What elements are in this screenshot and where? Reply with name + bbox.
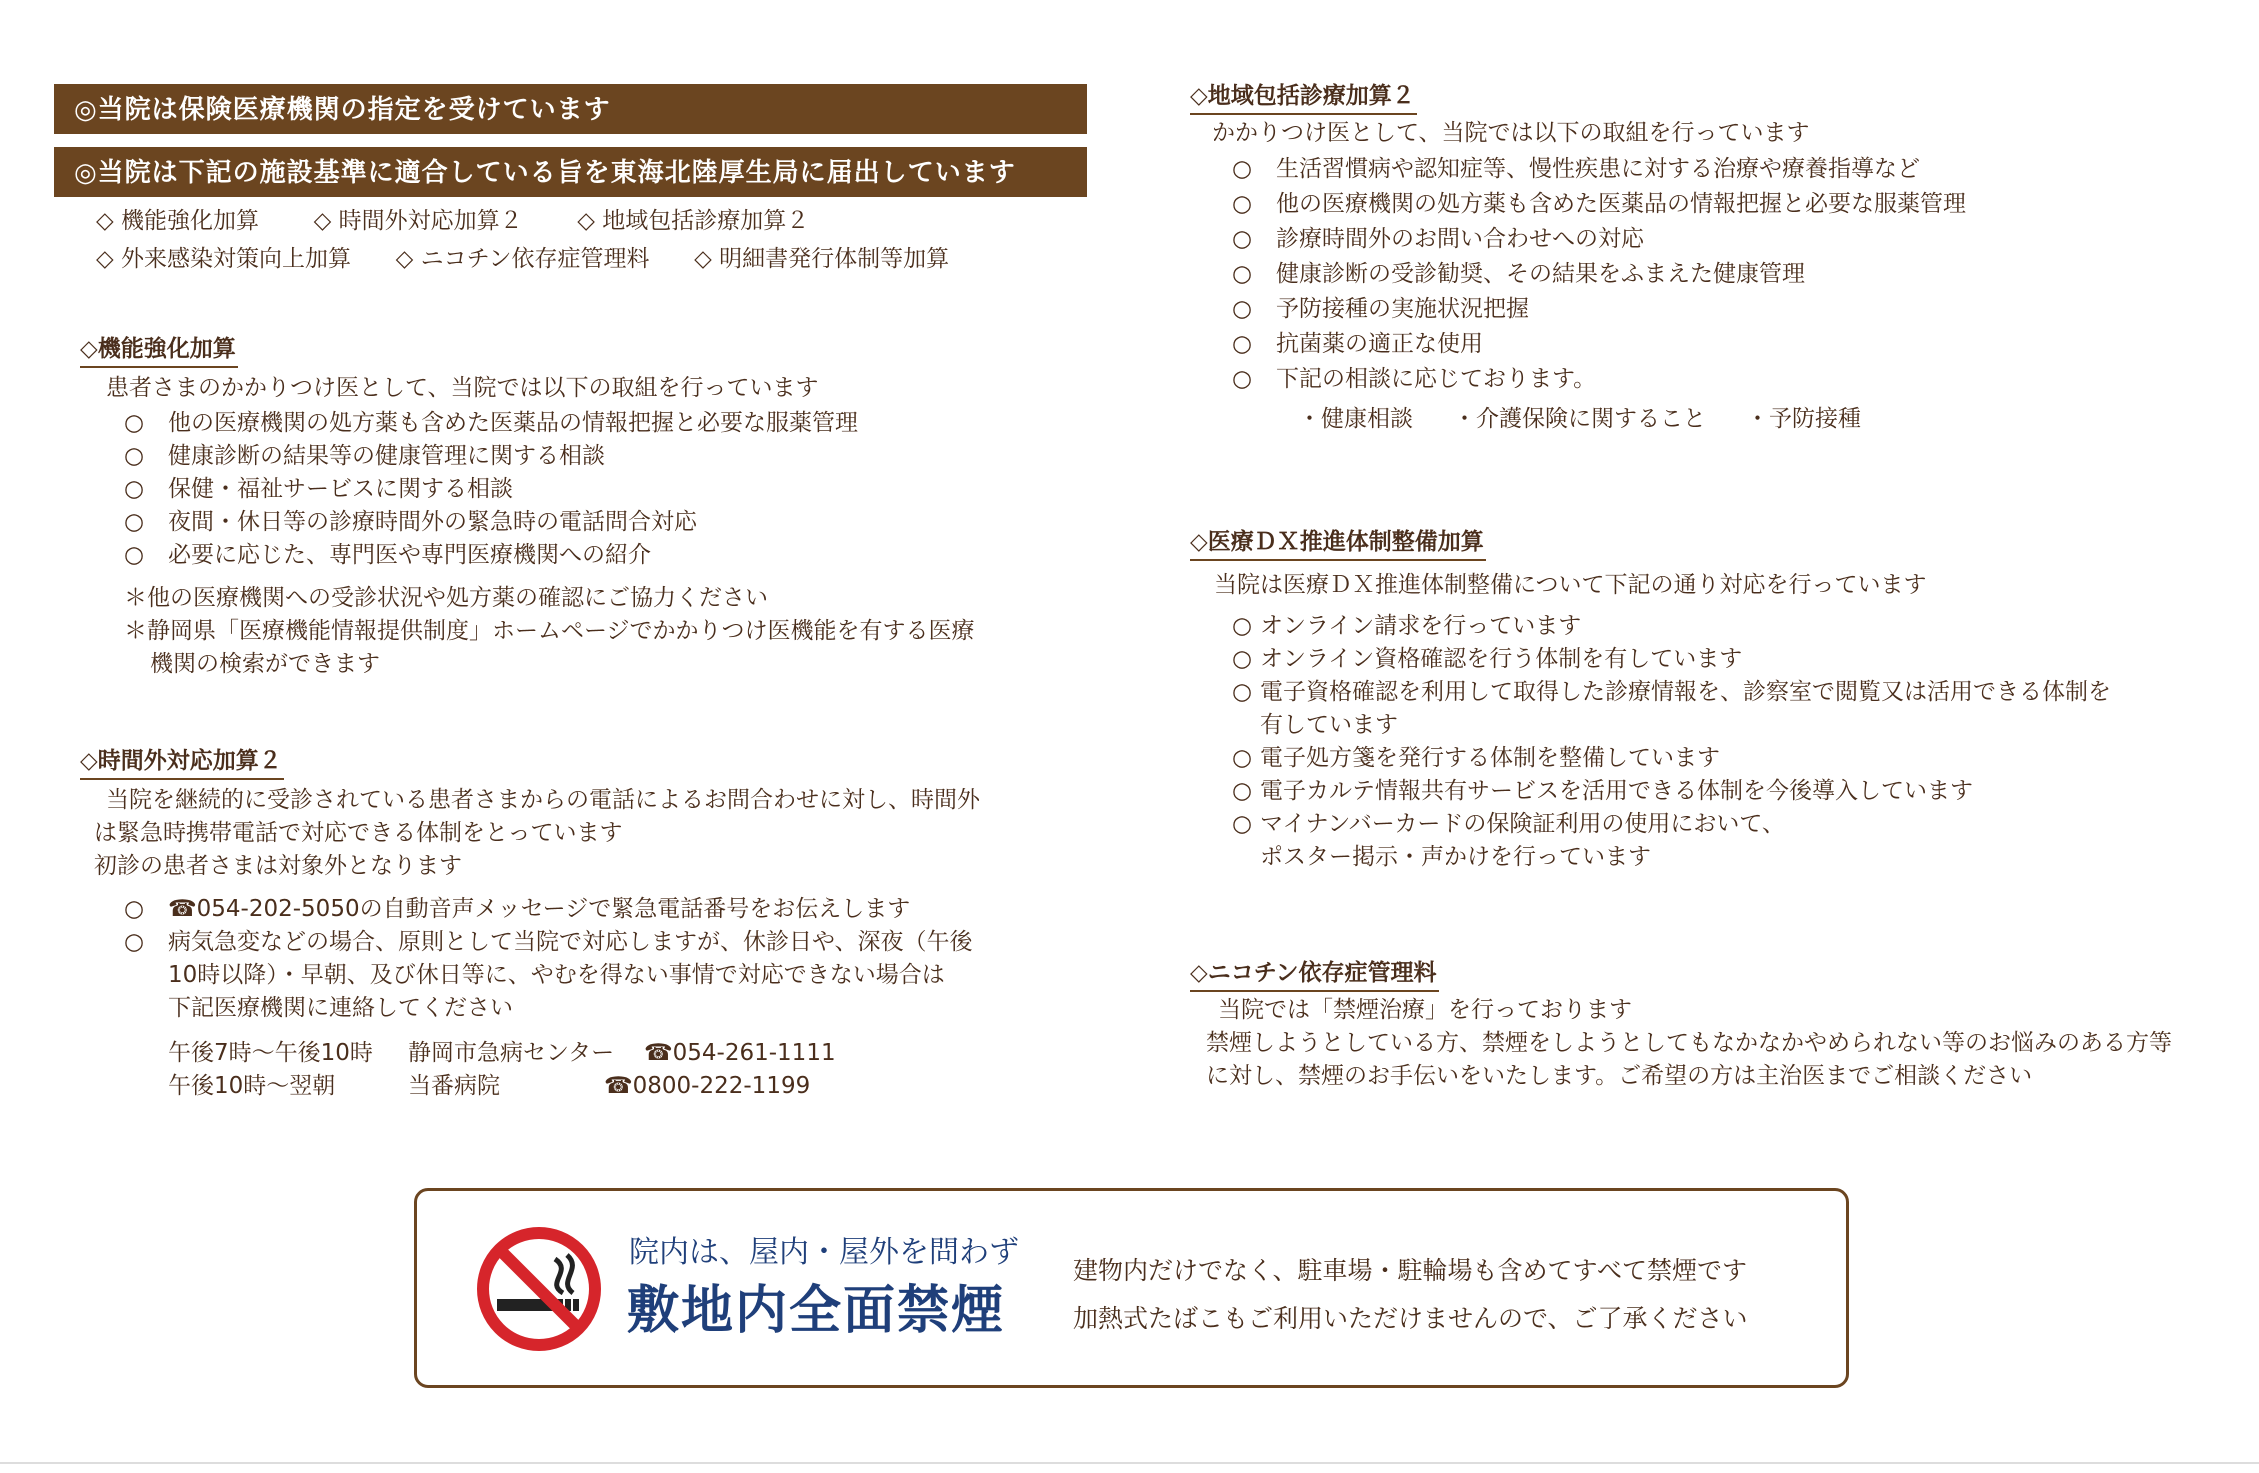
kino-heading: ◇機能強化加算 xyxy=(80,332,238,368)
summary-item: ◇ ニコチン依存症管理料 xyxy=(395,246,650,272)
intro-line: は緊急時携帯電話で対応できる体制をとっています xyxy=(94,820,623,846)
chiiki-intro: かかりつけ医として、当院では以下の取組を行っています xyxy=(1212,120,1810,146)
note-line: 機関の検索ができます xyxy=(150,651,380,677)
nico-heading: ◇ニコチン依存症管理料 xyxy=(1190,956,1439,992)
contact-row: 午後10時～翌朝 当番病院 ☎0800-222-1199 xyxy=(168,1073,811,1099)
nico-section xyxy=(1190,956,2172,1093)
kino-intro: 患者さまのかかりつけ医として、当院では以下の取組を行っています xyxy=(106,375,819,401)
list-item-cont: ポスター掲示・声かけを行っています xyxy=(1260,844,1651,870)
dx-section xyxy=(1190,525,2111,874)
list-item: ○ 電子カルテ情報共有サービスを活用できる体制を今後導入しています xyxy=(1232,778,1973,804)
note-line: ＊静岡県「医療機能情報提供制度」ホームページでかかりつけ医機能を有する医療 xyxy=(124,618,975,644)
contact-row: 午後7時～午後10時 静岡市急病センター ☎054-261-1111 xyxy=(168,1040,836,1066)
list-item: ○ 保健・福祉サービスに関する相談 xyxy=(124,476,513,502)
note-line: ＊他の医療機関への受診状況や処方薬の確認にご協力ください xyxy=(124,585,768,611)
dx-heading: ◇医療ＤＸ推進体制整備加算 xyxy=(1190,525,1486,561)
list-item: ○ 予防接種の実施状況把握 xyxy=(1232,296,1529,322)
list-item: ○ マイナンバーカードの保険証利用の使用において、 xyxy=(1232,811,1785,837)
consult-item: ・予防接種 xyxy=(1746,406,1861,432)
notice-title: 敷地内全面禁煙 xyxy=(627,1281,1006,1341)
list-item: ○ オンライン請求を行っています xyxy=(1232,613,1582,639)
summary-list xyxy=(96,205,949,276)
insurance-designation-bar: ◎当院は保険医療機関の指定を受けています xyxy=(54,84,1087,134)
chiiki-items xyxy=(1232,152,1966,397)
nico-line: 禁煙しようとしている方、禁煙をしようとしてもなかなかやめられない等のお悩みのある方等 xyxy=(1206,1030,2172,1056)
nico-line: 当院では「禁煙治療」を行っております xyxy=(1218,997,1632,1023)
list-item: ○ 電子処方箋を発行する体制を整備しています xyxy=(1232,745,1720,771)
list-item: ○ 病気急変などの場合、原則として当院で対応しますが、休診日や、深夜（午後 xyxy=(124,929,973,955)
list-item: ○ 必要に応じた、専門医や専門医療機関への紹介 xyxy=(124,542,651,568)
intro-line: 初診の患者さまは対象外となります xyxy=(94,853,462,879)
jikan-section xyxy=(80,744,980,1103)
list-item-cont: 10時以降）・早朝、及び休日等に、やむを得ない事情で対応できない場合は xyxy=(168,962,945,988)
dx-intro: 当院は医療ＤＸ推進体制整備について下記の通り対応を行っています xyxy=(1214,572,1927,598)
list-item: ○ 夜間・休日等の診療時間外の緊急時の電話問合対応 xyxy=(124,509,697,535)
list-item: ○ 診療時間外のお問い合わせへの対応 xyxy=(1232,226,1644,252)
list-item-cont: 下記医療機関に連絡してください xyxy=(168,995,513,1021)
notice-subtitle: 院内は、屋内・屋外を問わず xyxy=(629,1235,1019,1270)
jikan-items xyxy=(124,893,980,1025)
no-smoking-notice xyxy=(414,1188,1849,1388)
chiiki-section xyxy=(1190,79,1966,436)
notice-line: 加熱式たばこもご利用いただけませんので、ご了承ください xyxy=(1073,1304,1748,1333)
consult-item: ・介護保険に関すること xyxy=(1453,406,1706,432)
facility-standards-bar: ◎当院は下記の施設基準に適合している旨を東海北陸厚生局に届出しています xyxy=(54,147,1087,197)
consult-list xyxy=(1298,403,1966,436)
list-item: ○ ☎054-202-5050の自動音声メッセージで緊急電話番号をお伝えします xyxy=(124,896,911,922)
list-item: ○ 抗菌薬の適正な使用 xyxy=(1232,331,1483,357)
list-item-cont: 有しています xyxy=(1260,712,1398,738)
list-item: ○ 下記の相談に応じております。 xyxy=(1232,366,1597,392)
consult-item: ・健康相談 xyxy=(1298,406,1413,432)
nico-body xyxy=(1206,994,2172,1093)
page-bottom-divider xyxy=(0,1462,2259,1464)
kino-notes xyxy=(124,582,975,681)
list-item: ○ 電子資格確認を利用して取得した診療情報を、診察室で閲覧又は活用できる体制を xyxy=(1232,679,2111,705)
kino-section xyxy=(80,332,975,681)
list-item: ○ 生活習慣病や認知症等、慢性疾患に対する治療や療養指導など xyxy=(1232,156,1920,182)
list-item: ○ 他の医療機関の処方薬も含めた医薬品の情報把握と必要な服薬管理 xyxy=(124,410,858,436)
summary-item: ◇ 機能強化加算 xyxy=(96,208,259,234)
summary-item: ◇ 地域包括診療加算２ xyxy=(577,208,810,234)
notice-description xyxy=(1073,1247,1748,1343)
list-item: ○ オンライン資格確認を行う体制を有しています xyxy=(1232,646,1743,672)
summary-item: ◇ 外来感染対策向上加算 xyxy=(96,246,351,272)
list-item: ○ 健康診断の受診勧奨、その結果をふまえた健康管理 xyxy=(1232,261,1805,287)
jikan-intro xyxy=(94,784,980,883)
list-item: ○ 他の医療機関の処方薬も含めた医薬品の情報把握と必要な服薬管理 xyxy=(1232,191,1966,217)
no-smoking-icon xyxy=(475,1225,603,1353)
summary-item: ◇ 明細書発行体制等加算 xyxy=(694,246,950,272)
notice-line: 建物内だけでなく、駐車場・駐輪場も含めてすべて禁煙です xyxy=(1073,1256,1748,1285)
emergency-contacts xyxy=(168,1037,980,1103)
nico-line: に対し、禁煙のお手伝いをいたします。ご希望の方は主治医までご相談ください xyxy=(1206,1063,2033,1089)
dx-items xyxy=(1232,610,2111,874)
list-item: ○ 健康診断の結果等の健康管理に関する相談 xyxy=(124,443,605,469)
summary-row xyxy=(96,243,949,276)
intro-line: 当院を継続的に受診されている患者さまからの電話によるお問合わせに対し、時間外 xyxy=(106,787,980,813)
summary-item: ◇ 時間外対応加算２ xyxy=(313,208,523,234)
jikan-heading: ◇時間外対応加算２ xyxy=(80,744,284,780)
kino-items xyxy=(124,407,975,572)
chiiki-heading: ◇地域包括診療加算２ xyxy=(1190,79,1417,115)
summary-row xyxy=(96,205,949,238)
